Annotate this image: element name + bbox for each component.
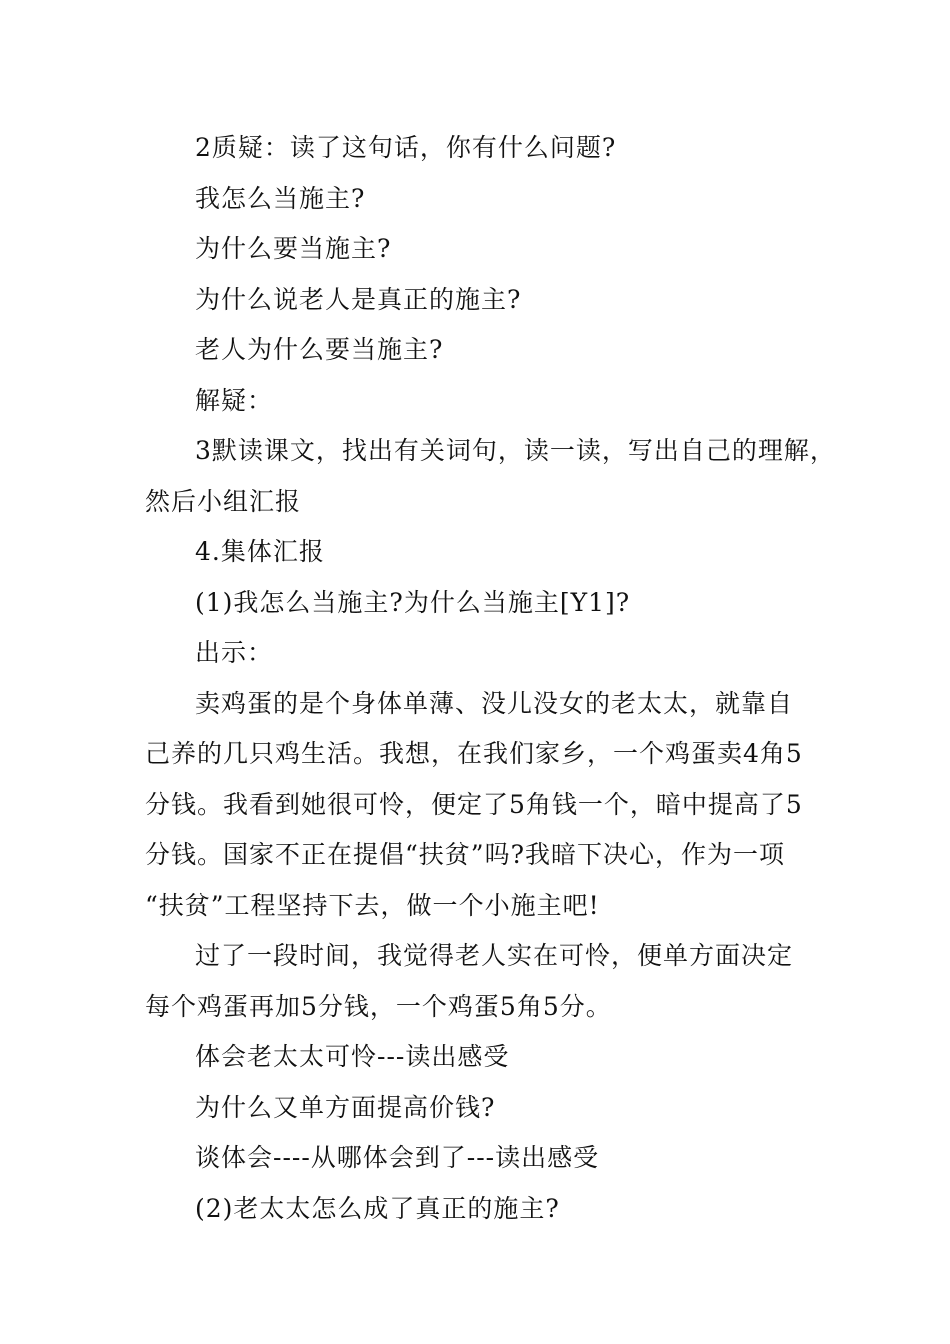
text-line: 每个鸡蛋再加5分钱，一个鸡蛋5角5分。 <box>145 992 612 1021</box>
text-line: 谈体会----从哪体会到了---读出感受 <box>195 1143 600 1172</box>
text-line: 分钱。国家不正在提倡“扶贫”吗?我暗下决心，作为一项 <box>145 840 785 869</box>
text-line: “扶贫”工程坚持下去，做一个小施主吧! <box>145 891 600 920</box>
text-line: 我怎么当施主? <box>195 184 366 213</box>
text-line: 卖鸡蛋的是个身体单薄、没儿没女的老太太，就靠自 <box>195 689 794 718</box>
text-line: 己养的几只鸡生活。我想，在我们家乡，一个鸡蛋卖4角5 <box>145 739 803 768</box>
text-line: 为什么要当施主? <box>195 234 392 263</box>
text-line: 为什么又单方面提高价钱? <box>195 1093 496 1122</box>
text-line: 然后小组汇报 <box>145 487 302 516</box>
text-line: 过了一段时间，我觉得老人实在可怜，便单方面决定 <box>195 941 794 970</box>
text-line: 出示： <box>195 638 274 667</box>
text-line: 分钱。我看到她很可怜，便定了5角钱一个，暗中提高了5 <box>145 790 803 819</box>
text-line: 2质疑：读了这句话，你有什么问题? <box>195 133 617 162</box>
text-line: (2)老太太怎么成了真正的施主? <box>195 1194 560 1223</box>
text-line: 体会老太太可怜---读出感受 <box>195 1042 510 1071</box>
text-line: 为什么说老人是真正的施主? <box>195 285 522 314</box>
text-line: 解疑： <box>195 386 274 415</box>
text-line: (1)我怎么当施主?为什么当施主[Y1]? <box>195 588 631 617</box>
text-line: 4.集体汇报 <box>195 537 325 566</box>
text-line: 老人为什么要当施主? <box>195 335 444 364</box>
text-line: 3默读课文，找出有关词句，读一读，写出自己的理解， <box>195 436 836 465</box>
